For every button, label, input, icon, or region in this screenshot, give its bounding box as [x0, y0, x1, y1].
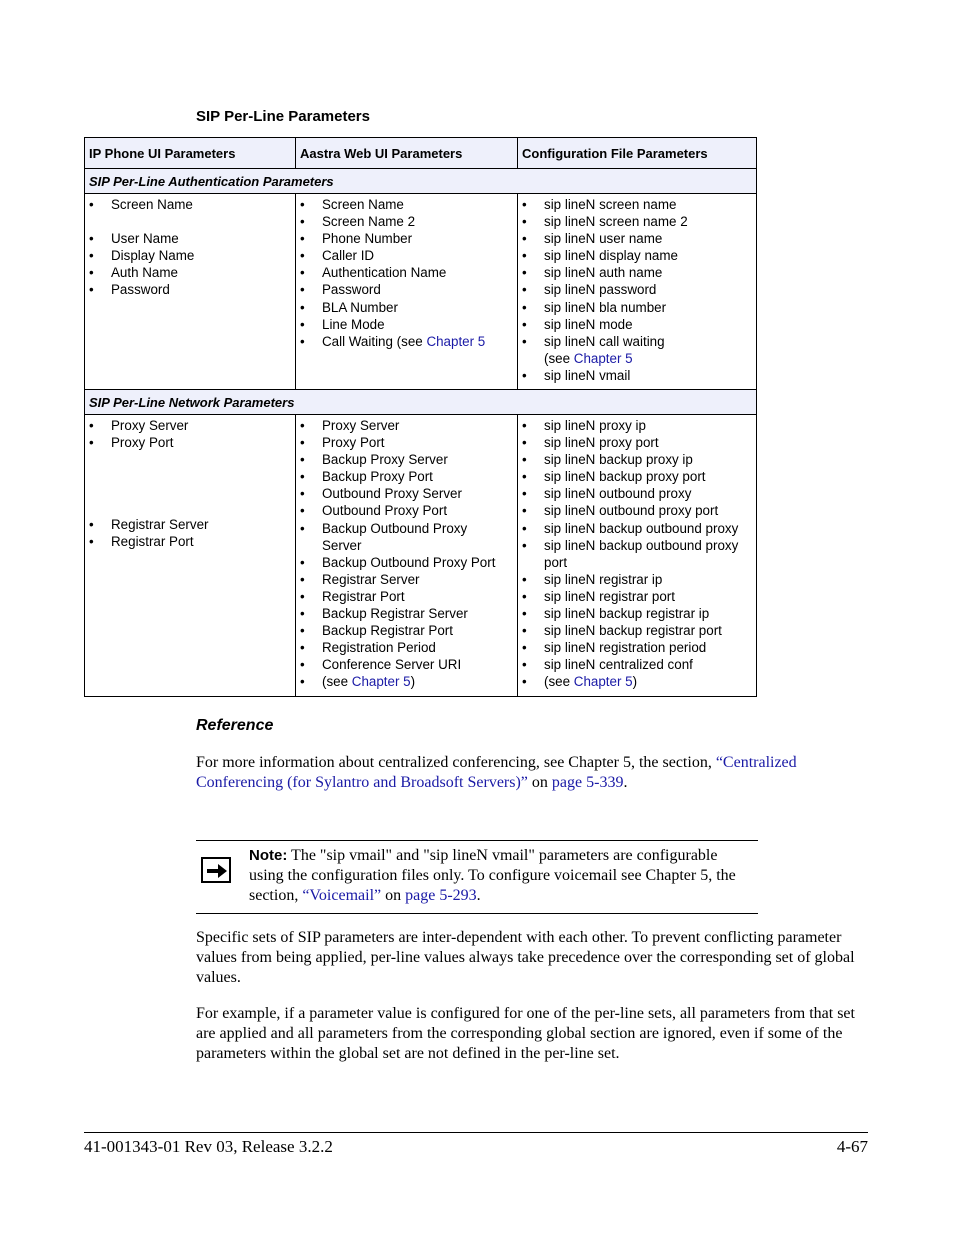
- bullet-icon: •: [300, 299, 305, 315]
- bullet-icon: •: [300, 520, 305, 536]
- bullet-icon: •: [522, 657, 527, 673]
- list-item: [518, 571, 756, 588]
- list-item: [296, 316, 517, 333]
- list-item: [518, 468, 756, 485]
- list-item: [518, 485, 756, 502]
- list-item: [296, 537, 517, 554]
- reference-text: For more information about centralized conferencing, see Chapter 5, the section,: [196, 754, 716, 771]
- list-item-text: Registrar Server: [111, 517, 209, 533]
- auth-web-ui-list: [296, 194, 517, 350]
- network-web-ui-list: [296, 415, 517, 691]
- note-on-text: on: [381, 887, 406, 904]
- bullet-icon: •: [300, 248, 305, 264]
- auth-section-title: SIP Per-Line Authentication Parameters: [85, 169, 757, 194]
- bullet-icon: •: [522, 674, 527, 690]
- auth-ip-phone-list: [85, 194, 295, 298]
- bullet-icon: •: [89, 231, 94, 247]
- list-item-text: Caller ID: [322, 248, 375, 264]
- list-item: [296, 213, 517, 230]
- footer-page-number: 4-67: [836, 1137, 868, 1156]
- bullet-icon: •: [522, 418, 527, 433]
- list-item-text: sip lineN display name: [544, 248, 678, 264]
- list-item-text: Registrar Port: [322, 588, 405, 604]
- list-item-text: sip lineN backup registrar port: [544, 623, 722, 639]
- auth-col-ip-phone: [85, 194, 296, 390]
- list-item-text: sip lineN registration period: [544, 640, 707, 656]
- list-item: [85, 516, 295, 533]
- list-item-text: sip lineN backup outbound proxy: [544, 537, 739, 553]
- list-item-text: Proxy Server: [322, 418, 400, 433]
- list-item: [296, 281, 517, 298]
- bullet-icon: •: [300, 657, 305, 673]
- list-item-text: Phone Number: [322, 231, 413, 247]
- bullet-icon: •: [522, 503, 527, 519]
- list-item-text: Password: [322, 282, 381, 298]
- bullet-icon: •: [522, 265, 527, 281]
- list-item: [85, 533, 295, 550]
- bullet-icon: •: [522, 623, 527, 639]
- list-item: [296, 673, 517, 690]
- list-item-text: Auth Name: [111, 265, 178, 281]
- list-item-text: (see: [322, 674, 352, 690]
- list-item: [296, 468, 517, 485]
- bullet-icon: •: [522, 367, 527, 383]
- network-col-web-ui: [296, 415, 518, 697]
- bullet-icon: •: [300, 316, 305, 332]
- list-item-text: sip lineN centralized conf: [544, 657, 693, 673]
- list-item: [296, 520, 517, 537]
- list-item: [518, 520, 756, 537]
- footer-doc-id: 41-001343-01 Rev 03, Release 3.2.2: [84, 1137, 333, 1156]
- list-item-text: Display Name: [111, 248, 195, 264]
- bullet-icon: •: [522, 197, 527, 212]
- bullet-icon: •: [300, 571, 305, 587]
- list-item-text: sip lineN outbound proxy port: [544, 503, 719, 519]
- list-item: [85, 417, 295, 434]
- list-item: [296, 485, 517, 502]
- bullet-icon: •: [522, 606, 527, 622]
- list-item-text: (see: [544, 350, 574, 366]
- paragraph-example: For example, if a parameter value is configured for one of the per-line sets, all parameters from that set are applied and all parameters from the corresponding global section are ignored, even if some of the parameters within the global set are not defined in the per-line set.: [196, 1005, 855, 1062]
- list-item: [296, 605, 517, 622]
- list-item: [518, 434, 756, 451]
- section-title: SIP Per-Line Parameters: [196, 108, 370, 125]
- list-item: [518, 230, 756, 247]
- list-item-text: Proxy Server: [111, 418, 189, 433]
- bullet-icon: •: [300, 418, 305, 433]
- bullet-icon: •: [522, 588, 527, 604]
- list-item-text: sip lineN auth name: [544, 265, 663, 281]
- list-item: [296, 264, 517, 281]
- list-item: [518, 417, 756, 434]
- list-item: [296, 622, 517, 639]
- bullet-icon: •: [300, 606, 305, 622]
- list-item: [296, 554, 517, 571]
- list-item-text: sip lineN backup proxy port: [544, 469, 706, 485]
- bullet-icon: •: [300, 333, 305, 349]
- list-item: [85, 230, 295, 247]
- list-item-text: Proxy Port: [322, 435, 385, 451]
- bullet-icon: •: [89, 517, 94, 533]
- bullet-icon: •: [300, 265, 305, 281]
- list-item-text: sip lineN proxy ip: [544, 418, 646, 433]
- bullet-icon: •: [522, 231, 527, 247]
- bullet-icon: •: [522, 316, 527, 332]
- bullet-icon: •: [89, 248, 94, 264]
- list-item-text: Authentication Name: [322, 265, 447, 281]
- list-item: [518, 264, 756, 281]
- list-item-text: Conference Server URI: [322, 657, 462, 673]
- bullet-icon: •: [300, 435, 305, 451]
- list-item: [518, 281, 756, 298]
- list-item-text: ): [632, 674, 638, 690]
- bullet-icon: •: [522, 640, 527, 656]
- list-item-text: Call Waiting (see: [322, 333, 427, 349]
- list-item: [518, 639, 756, 656]
- list-item: [85, 264, 295, 281]
- chapter-5-link[interactable]: Chapter 5: [573, 350, 633, 366]
- list-item-text: sip lineN user name: [544, 231, 663, 247]
- page-5-339-link[interactable]: page 5-339: [551, 774, 624, 791]
- list-item: [296, 333, 517, 350]
- list-item-text: Registrar Server: [322, 571, 420, 587]
- list-spacer: [85, 213, 295, 230]
- list-item: [296, 417, 517, 434]
- list-item-text: User Name: [111, 231, 179, 247]
- reference-heading: Reference: [196, 717, 274, 734]
- list-item-text: sip lineN backup outbound proxy: [544, 520, 739, 536]
- list-item: [518, 588, 756, 605]
- bullet-icon: •: [300, 674, 305, 690]
- bullet-icon: •: [300, 486, 305, 502]
- list-item: [518, 605, 756, 622]
- list-item-text: sip lineN vmail: [544, 367, 631, 383]
- footer-divider: [84, 1132, 868, 1133]
- list-item-text: sip lineN proxy port: [544, 435, 659, 451]
- arrow-right-icon: [201, 857, 231, 883]
- note-end-text: .: [476, 887, 481, 904]
- list-item: [296, 247, 517, 264]
- bullet-icon: •: [300, 588, 305, 604]
- list-item-text: Screen Name: [322, 197, 404, 212]
- list-item-text: ): [410, 674, 416, 690]
- bullet-icon: •: [522, 435, 527, 451]
- voicemail-link[interactable]: “Voicemail”: [302, 887, 382, 904]
- chapter-5-link[interactable]: Chapter 5: [426, 333, 486, 349]
- network-config-list: [518, 415, 756, 691]
- note-label: Note:: [249, 847, 288, 864]
- network-ip-phone-list: [85, 415, 295, 550]
- list-item-text: Backup Outbound Proxy: [322, 520, 468, 536]
- auth-col-config: [518, 194, 757, 390]
- reference-on-text: on: [527, 774, 552, 791]
- auth-config-list: [518, 194, 756, 384]
- list-item: [296, 656, 517, 673]
- bullet-icon: •: [522, 299, 527, 315]
- list-spacer: [85, 451, 295, 516]
- network-col-ip-phone: [85, 415, 296, 697]
- bullet-icon: •: [89, 435, 94, 451]
- bullet-icon: •: [522, 248, 527, 264]
- list-item-text: Screen Name 2: [322, 214, 416, 230]
- list-item-text: sip lineN outbound proxy: [544, 486, 692, 502]
- bullet-icon: •: [300, 503, 305, 519]
- network-params-row: [85, 415, 757, 697]
- list-item: [296, 502, 517, 519]
- header-aastra-web-ui: Aastra Web UI Parameters: [296, 138, 518, 169]
- list-item-text: Backup Outbound Proxy Port: [322, 554, 496, 570]
- network-col-config: [518, 415, 757, 697]
- list-item-text: sip lineN registrar ip: [544, 571, 663, 587]
- list-item-text: sip lineN backup proxy ip: [544, 452, 693, 468]
- list-item-text: sip lineN password: [544, 282, 657, 298]
- bullet-icon: •: [522, 520, 527, 536]
- list-item-text: Proxy Port: [111, 435, 174, 451]
- parameters-table: [84, 137, 757, 697]
- list-item-text: BLA Number: [322, 299, 398, 315]
- list-item-text: sip lineN bla number: [544, 299, 667, 315]
- list-item: [85, 196, 295, 213]
- header-ip-phone-ui: IP Phone UI Parameters: [85, 138, 296, 169]
- auth-section-row: [85, 169, 757, 194]
- bullet-icon: •: [300, 623, 305, 639]
- list-item-text: Backup Proxy Server: [322, 452, 448, 468]
- note-box: [196, 840, 758, 914]
- list-item-text: Password: [111, 282, 170, 298]
- list-item-text: Server: [322, 537, 362, 553]
- list-item: [296, 299, 517, 316]
- bullet-icon: •: [522, 486, 527, 502]
- list-item-text: Outbound Proxy Port: [322, 503, 448, 519]
- list-item: [518, 196, 756, 213]
- bullet-icon: •: [300, 197, 305, 212]
- list-item-text: Screen Name: [111, 197, 193, 212]
- list-item: [296, 571, 517, 588]
- list-item: [296, 196, 517, 213]
- list-item-text: sip lineN mode: [544, 316, 633, 332]
- bullet-icon: •: [522, 469, 527, 485]
- bullet-icon: •: [89, 282, 94, 298]
- list-item-text: port: [544, 554, 568, 570]
- list-item: [518, 367, 756, 384]
- list-item: [296, 230, 517, 247]
- bullet-icon: •: [300, 554, 305, 570]
- centralized-conferencing-link[interactable]: “Centralized Conferencing (for Sylantro and Broadsoft Servers)”: [196, 754, 797, 791]
- list-item: [518, 451, 756, 468]
- list-item: [518, 333, 756, 350]
- list-item-text: Registrar Port: [111, 534, 194, 550]
- list-item: [518, 673, 756, 690]
- chapter-5-link[interactable]: Chapter 5: [573, 674, 633, 690]
- list-item: [85, 247, 295, 264]
- list-item: [296, 588, 517, 605]
- list-item: [518, 213, 756, 230]
- list-item-text: Backup Registrar Server: [322, 606, 468, 622]
- list-item: [518, 622, 756, 639]
- list-item: [518, 554, 756, 571]
- bullet-icon: •: [522, 214, 527, 230]
- list-item-text: sip lineN screen name 2: [544, 214, 688, 230]
- list-item: [518, 656, 756, 673]
- list-item: [296, 639, 517, 656]
- header-config-file: Configuration File Parameters: [518, 138, 757, 169]
- auth-params-row: [85, 194, 757, 390]
- bullet-icon: •: [300, 640, 305, 656]
- bullet-icon: •: [89, 534, 94, 550]
- table-header-row: [85, 138, 757, 169]
- bullet-icon: •: [522, 571, 527, 587]
- bullet-icon: •: [522, 333, 527, 349]
- bullet-icon: •: [522, 537, 527, 553]
- list-item-text: Outbound Proxy Server: [322, 486, 462, 502]
- list-item-text: sip lineN backup registrar ip: [544, 606, 710, 622]
- list-item: [518, 299, 756, 316]
- list-item-text: Backup Registrar Port: [322, 623, 453, 639]
- chapter-5-link[interactable]: Chapter 5: [351, 674, 411, 690]
- auth-col-web-ui: [296, 194, 518, 390]
- list-item: [85, 434, 295, 451]
- list-item-text: Registration Period: [322, 640, 436, 656]
- list-item-text: sip lineN screen name: [544, 197, 677, 212]
- list-item: [518, 316, 756, 333]
- bullet-icon: •: [89, 197, 94, 212]
- list-item-text: (see: [544, 674, 574, 690]
- list-item-text: Backup Proxy Port: [322, 469, 433, 485]
- bullet-icon: •: [300, 452, 305, 468]
- list-item-text: Line Mode: [322, 316, 385, 332]
- list-item: [518, 537, 756, 554]
- bullet-icon: •: [300, 231, 305, 247]
- bullet-icon: •: [522, 282, 527, 298]
- bullet-icon: •: [300, 214, 305, 230]
- bullet-icon: •: [89, 418, 94, 433]
- list-item: [296, 434, 517, 451]
- note-text: [249, 846, 754, 906]
- list-item-text: sip lineN call waiting: [544, 333, 665, 349]
- network-section-row: [85, 390, 757, 415]
- reference-paragraph: [196, 753, 856, 793]
- list-item: [518, 502, 756, 519]
- list-item: [296, 451, 517, 468]
- bullet-icon: •: [300, 469, 305, 485]
- list-item-text: sip lineN registrar port: [544, 588, 675, 604]
- paragraph-precedence: Specific sets of SIP parameters are inter-dependent with each other. To prevent conflicting parameter values from being applied, per-line values always take precedence over the corresponding set of global values.: [196, 929, 855, 986]
- bullet-icon: •: [89, 265, 94, 281]
- network-section-title: SIP Per-Line Network Parameters: [85, 390, 757, 415]
- bullet-icon: •: [522, 452, 527, 468]
- note-body: The "sip vmail" and "sip lineN vmail" parameters are configurable using the configuration files only. To configure voicemail see Chapter 5, the section,: [249, 847, 736, 904]
- list-item: [85, 281, 295, 298]
- reference-end-text: .: [623, 774, 628, 791]
- list-item: [518, 247, 756, 264]
- list-item: [518, 350, 756, 367]
- bullet-icon: •: [300, 282, 305, 298]
- page-5-293-link[interactable]: page 5-293: [405, 887, 477, 904]
